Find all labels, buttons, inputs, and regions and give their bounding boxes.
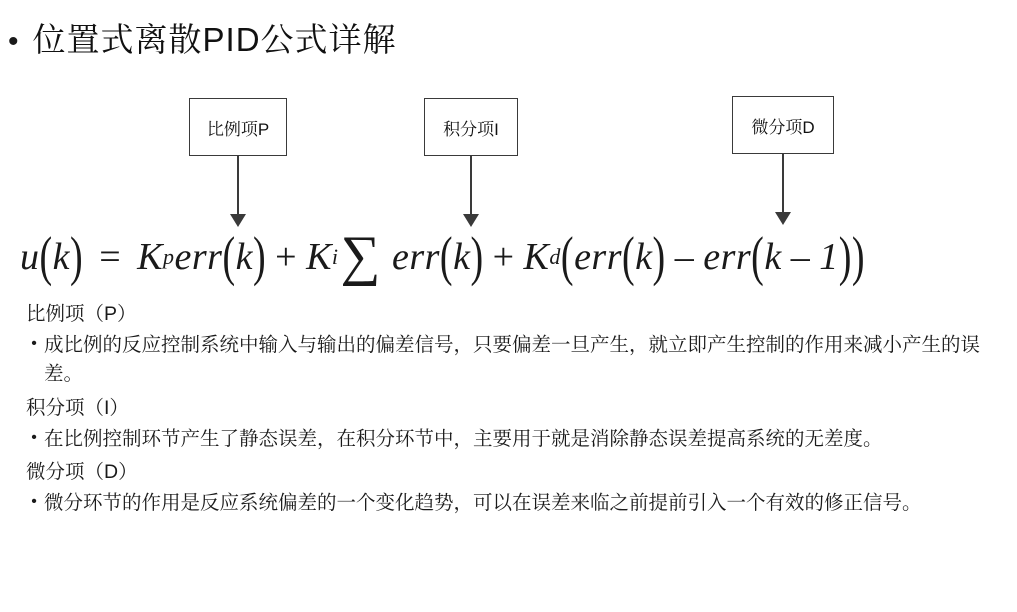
callout-box-integral <box>424 98 518 156</box>
formula-paren: ( <box>439 226 454 288</box>
formula-paren: ) <box>470 226 484 288</box>
section-text-integral: 在比例控制环节产生了静态误差，在积分环节中，主要用于就是消除静态误差提高系统的无差度。 <box>44 427 883 450</box>
formula-ki-subscript: i <box>331 244 339 269</box>
formula-err: err <box>574 236 623 278</box>
formula-paren: ) <box>851 226 865 288</box>
callout-label-integral: 积分项I <box>443 119 499 139</box>
section-integral <box>24 394 999 454</box>
callout-box-proportional <box>189 98 287 156</box>
formula-k: k <box>52 236 71 278</box>
formula-plus: + <box>275 236 298 278</box>
formula-plus: + <box>492 236 515 278</box>
callout-label-derivative: 微分项D <box>751 117 815 137</box>
title-text: 位置式离散PID公式详解 <box>32 21 397 58</box>
bullet-icon: • <box>31 334 37 352</box>
formula-equals: = <box>99 236 122 278</box>
section-heading-proportional: 比例项（P） <box>26 303 137 325</box>
arrow-down-icon-derivative <box>772 154 794 226</box>
formula-err: err <box>174 236 223 278</box>
formula-paren: ) <box>652 226 666 288</box>
formula-paren: ) <box>252 226 267 288</box>
formula-kd: K <box>523 236 550 278</box>
formula-paren: ( <box>39 226 53 288</box>
arrow-down-icon-proportional <box>227 156 249 228</box>
formula-paren: ( <box>560 226 575 288</box>
arrow-down-icon-integral <box>460 156 482 228</box>
formula-minus: – <box>674 236 695 278</box>
formula-k: k <box>764 236 782 278</box>
title-bullet-icon: • <box>8 25 19 58</box>
pid-formula <box>20 226 1005 288</box>
section-proportional <box>24 300 999 390</box>
formula-kp: K <box>137 236 163 278</box>
list-item <box>24 425 999 455</box>
bullet-icon: • <box>31 492 37 510</box>
formula-k: k <box>235 236 253 278</box>
formula-k: k <box>453 236 471 278</box>
formula-ki: K <box>306 236 332 278</box>
formula-paren: ( <box>622 226 636 288</box>
section-heading-integral: 积分项（I） <box>26 396 129 419</box>
callout-box-derivative <box>732 96 834 154</box>
formula-paren: ) <box>838 226 852 288</box>
formula-err: err <box>703 236 752 278</box>
list-item <box>24 331 999 390</box>
formula-sigma: ∑ <box>340 225 381 288</box>
page-title <box>8 14 397 61</box>
body-content <box>24 300 999 522</box>
list-item <box>24 489 999 519</box>
callout-label-proportional: 比例项P <box>206 119 270 139</box>
formula-paren: ) <box>70 226 84 288</box>
formula-paren: ( <box>222 226 236 288</box>
formula-kp-subscript: p <box>162 244 175 269</box>
formula-minus: – <box>790 236 811 278</box>
formula-kd-subscript: d <box>549 244 561 269</box>
bullet-icon: • <box>31 428 37 446</box>
section-text-proportional: 成比例的反应控制系统中输入与输出的偏差信号，只要偏差一旦产生，就立即产生控制的作用来减小产生的误差。 <box>44 333 981 386</box>
section-text-derivative: 微分环节的作用是反应系统偏差的一个变化趋势，可以在误差来临之前提前引入一个有效的修正信号。 <box>44 491 922 514</box>
formula-one: 1 <box>819 236 839 278</box>
section-heading-derivative: 微分项（D） <box>26 461 138 484</box>
formula-paren: ( <box>751 226 765 288</box>
formula-k: k <box>635 236 653 278</box>
section-derivative <box>24 458 999 518</box>
formula-u: u <box>20 236 40 278</box>
formula-err: err <box>391 236 440 278</box>
